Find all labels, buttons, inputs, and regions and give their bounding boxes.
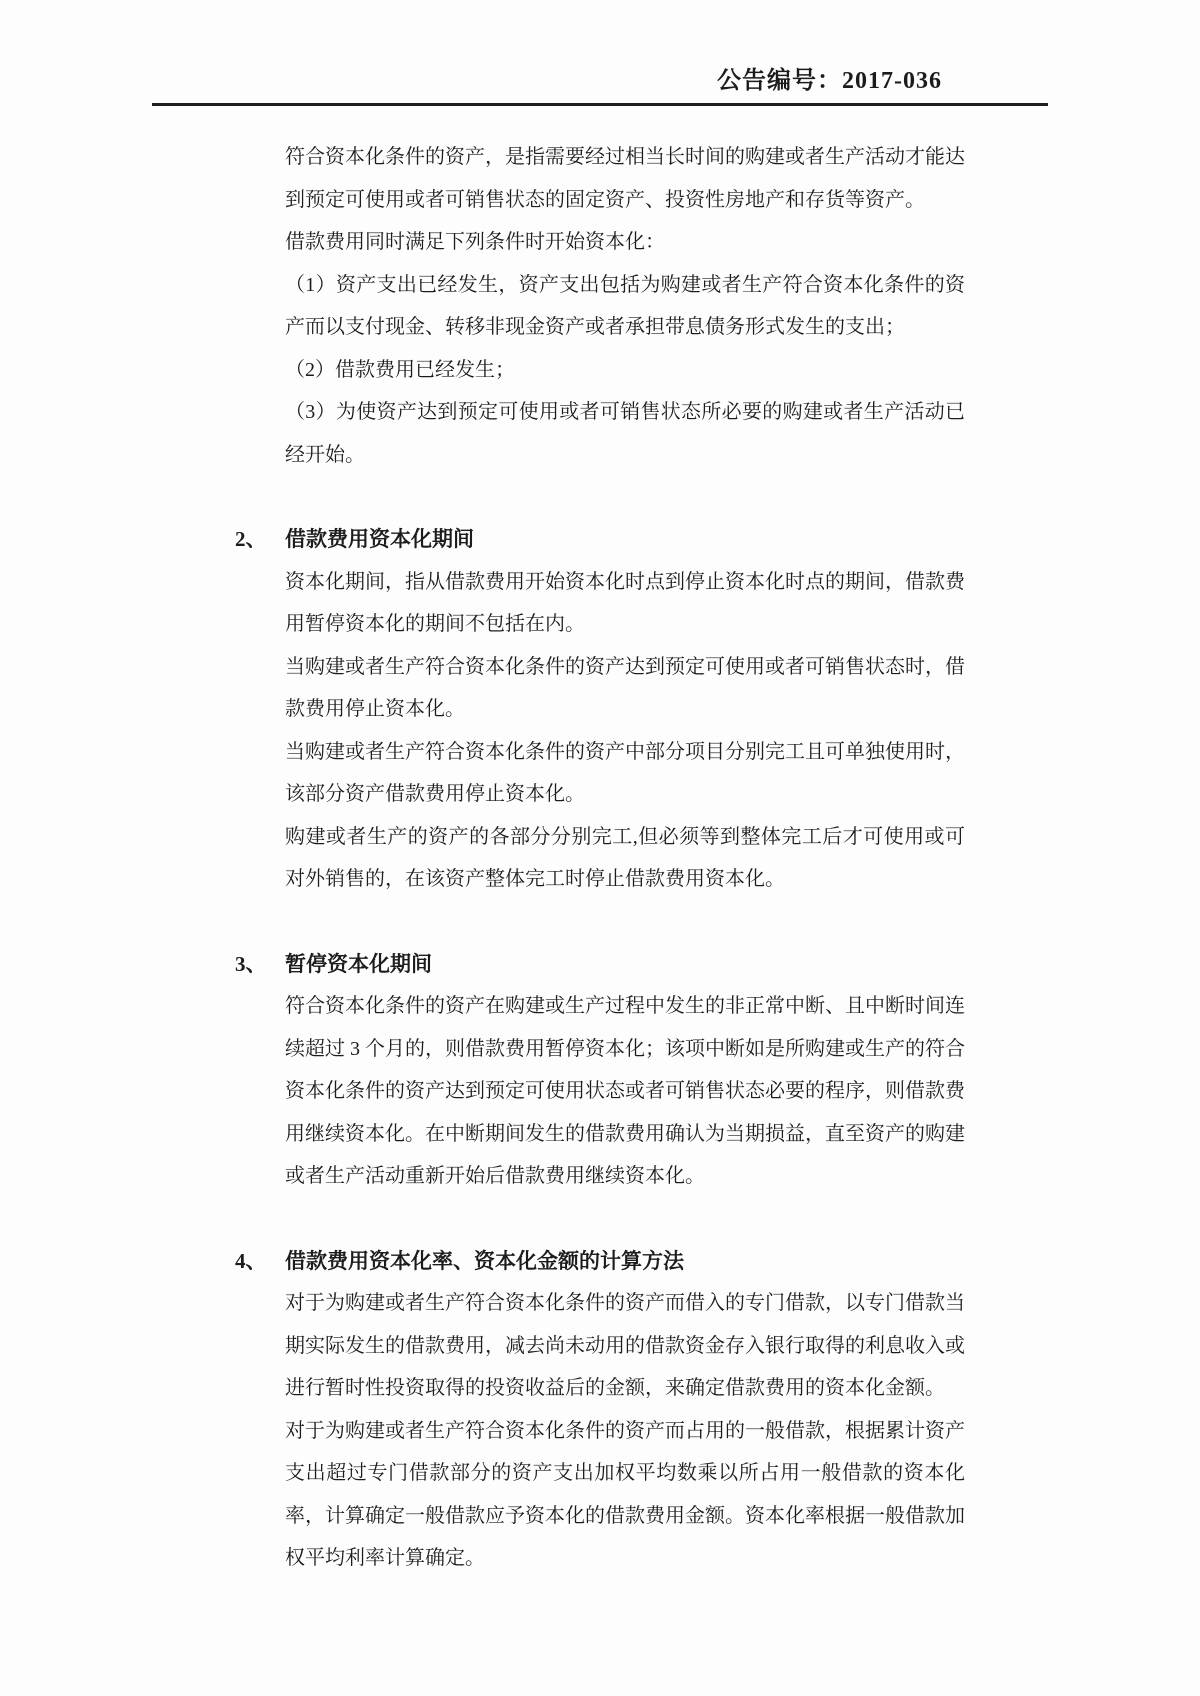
page-header — [152, 60, 1048, 95]
section-suspension-period — [235, 943, 965, 1198]
section-heading — [235, 943, 965, 986]
section-paragraph: 当购建或者生产符合资本化条件的资产达到预定可使用或者可销售状态时，借款费用停止资本化。 — [285, 655, 965, 720]
intro-paragraph: （2）借款费用已经发生； — [285, 358, 515, 381]
intro-paragraph: 符合资本化条件的资产，是指需要经过相当长时间的购建或者生产活动才能达到预定可使用或者可销售状态的固定资产、投资性房地产和存货等资产。 — [285, 146, 965, 211]
section-title: 暂停资本化期间 — [285, 951, 432, 976]
section-paragraph: 符合资本化条件的资产在购建或生产过程中发生的非正常中断、且中断时间连续超过 3 个月的，则借款费用暂停资本化；该项中断如是所购建或生产的符合资本化条件的资产达到预定可使用状态或者可销售状态必要的程序，则借款费用继续资本化。在中断期间发生的借款费用确认为当期损益，直至资产的购建或者生产活动重新开始后借款费用继续资本化。 — [285, 995, 965, 1187]
intro-paragraph: （3）为使资产达到预定可使用或者可销售状态所必要的购建或者生产活动已经开始。 — [285, 401, 965, 466]
header-rule — [152, 103, 1048, 106]
section-capitalization-rate-method — [235, 1240, 965, 1580]
section-title: 借款费用资本化率、资本化金额的计算方法 — [285, 1248, 684, 1273]
intro-paragraph: 借款费用同时满足下列条件时开始资本化： — [285, 231, 665, 253]
section-paragraph: 购建或者生产的资产的各部分分别完工,但必须等到整体完工后才可使用或可对外销售的，在该资产整体完工时停止借款费用资本化。 — [285, 825, 965, 890]
section-paragraph: 资本化期间，指从借款费用开始资本化时点到停止资本化时点的期间，借款费用暂停资本化的期间不包括在内。 — [285, 570, 965, 635]
announcement-number: 公告编号：2017-036 — [717, 68, 942, 94]
section-heading — [235, 1240, 965, 1283]
section-heading — [235, 518, 965, 561]
section-paragraph: 对于为购建或者生产符合资本化条件的资产而占用的一般借款，根据累计资产支出超过专门借款部分的资产支出加权平均数乘以所占用一般借款的资本化率，计算确定一般借款应予资本化的借款费用金额。资本化率根据一般借款加权平均利率计算确定。 — [285, 1419, 965, 1569]
section-number: 3、 — [235, 951, 267, 976]
section-title: 借款费用资本化期间 — [285, 527, 474, 551]
section-number: 2、 — [235, 527, 267, 551]
section-borrowing-cost-period — [235, 518, 965, 901]
intro-paragraph: （1）资产支出已经发生，资产支出包括为购建或者生产符合资本化条件的资产而以支付现金、转移非现金资产或者承担带息债务形式发生的支出； — [285, 273, 965, 338]
section-paragraph: 对于为购建或者生产符合资本化条件的资产而借入的专门借款，以专门借款当期实际发生的借款费用，减去尚未动用的借款资金存入银行取得的利息收入或进行暂时性投资取得的投资收益后的金额，来确定借款费用的资本化金额。 — [285, 1292, 965, 1399]
section-number: 4、 — [235, 1248, 267, 1273]
document-body — [235, 136, 965, 1580]
section-paragraph: 当购建或者生产符合资本化条件的资产中部分项目分别完工且可单独使用时，该部分资产借款费用停止资本化。 — [285, 740, 965, 805]
